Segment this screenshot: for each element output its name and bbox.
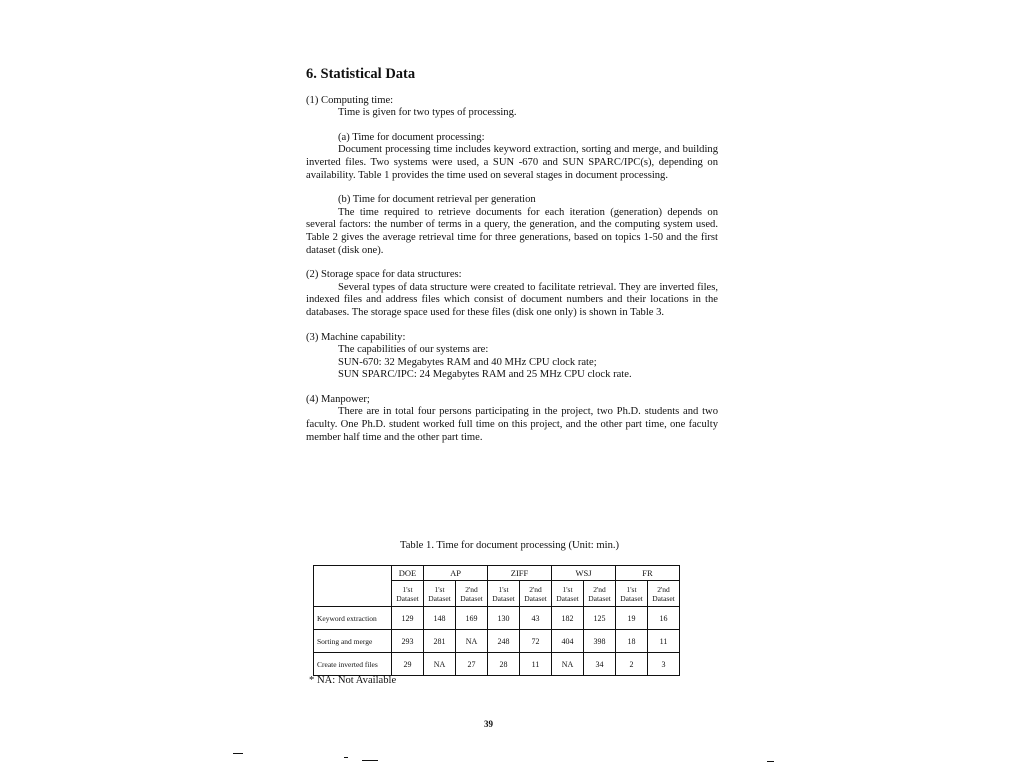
item-2-body: Several types of data structure were created to facilitate retrieval. They are inverted files, indexed files and address files which consist of document numbers and their locations in the databases. The storage space used for these files (disk one only) is shown in Table 3. xyxy=(306,281,718,318)
item-1a-body: Document processing time includes keyword extraction, sorting and merge, and building inverted files. Two systems were used, a SUN -670 and SUN SPARC/IPC(s), depending on availability. Table 1 provides the time used on several stages in document processing. xyxy=(306,144,718,181)
table-cell: NA xyxy=(456,630,488,653)
table-footnote: * NA: Not Available xyxy=(309,675,397,686)
table-cell: 28 xyxy=(488,653,520,676)
row-label: Keyword extraction xyxy=(314,607,392,630)
item-1-intro: Time is given for two types of processing. xyxy=(338,107,517,119)
subheader: 2'nd Dataset xyxy=(520,581,552,607)
table-cell: 11 xyxy=(520,653,552,676)
table-cell: 27 xyxy=(456,653,488,676)
group-header: FR xyxy=(616,566,680,581)
row-label: Sorting and merge xyxy=(314,630,392,653)
table-cell: 18 xyxy=(616,630,648,653)
item-3-line-3: SUN SPARC/IPC: 24 Megabytes RAM and 25 MHz CPU clock rate. xyxy=(338,369,632,381)
table-cell: 398 xyxy=(584,630,616,653)
group-header: AP xyxy=(424,566,488,581)
table-cell: 148 xyxy=(424,607,456,630)
table-group-header-row xyxy=(314,566,680,581)
item-2-heading: (2) Storage space for data structures: xyxy=(306,269,462,281)
subheader: 1'st Dataset xyxy=(488,581,520,607)
table-cell: 129 xyxy=(392,607,424,630)
scan-artifact-mark xyxy=(344,757,348,758)
subheader: 1'st Dataset xyxy=(424,581,456,607)
item-1-heading: (1) Computing time: xyxy=(306,94,394,106)
group-header: ZIFF xyxy=(488,566,552,581)
section-title: 6. Statistical Data xyxy=(306,66,416,82)
subheader: 1'st Dataset xyxy=(392,581,424,607)
item-1b-heading: (b) Time for document retrieval per generation xyxy=(338,194,536,206)
table-cell: 169 xyxy=(456,607,488,630)
table-cell: 2 xyxy=(616,653,648,676)
subheader: 2'nd Dataset xyxy=(648,581,680,607)
table-cell: 3 xyxy=(648,653,680,676)
table-row xyxy=(314,653,680,676)
table-cell: 248 xyxy=(488,630,520,653)
group-header: WSJ xyxy=(552,566,616,581)
subheader: 2'nd Dataset xyxy=(584,581,616,607)
processing-time-table xyxy=(313,565,680,676)
table-cell: 16 xyxy=(648,607,680,630)
table-caption: Table 1. Time for document processing (Unit: min.) xyxy=(400,540,620,551)
subheader: 1'st Dataset xyxy=(552,581,584,607)
subheader: 2'nd Dataset xyxy=(456,581,488,607)
table-cell: 29 xyxy=(392,653,424,676)
table-cell: 281 xyxy=(424,630,456,653)
item-1a-heading: (a) Time for document processing: xyxy=(338,131,485,143)
row-label: Create inverted files xyxy=(314,653,392,676)
page-number: 39 xyxy=(484,719,493,729)
table-cell: 19 xyxy=(616,607,648,630)
table-cell: 34 xyxy=(584,653,616,676)
item-4-heading: (4) Manpower; xyxy=(306,393,370,405)
table-row xyxy=(314,607,680,630)
group-header: DOE xyxy=(392,566,424,581)
table-cell: NA xyxy=(424,653,456,676)
table-corner-cell xyxy=(314,566,392,607)
table-cell: 125 xyxy=(584,607,616,630)
item-3-line-2: SUN-670: 32 Megabytes RAM and 40 MHz CPU clock rate; xyxy=(338,356,597,368)
table-cell: 11 xyxy=(648,630,680,653)
scan-artifact-mark xyxy=(233,753,243,754)
item-3-heading: (3) Machine capability: xyxy=(306,331,406,343)
table-cell: 130 xyxy=(488,607,520,630)
table-row xyxy=(314,630,680,653)
item-4-body: There are in total four persons participating in the project, two Ph.D. students and two faculty. One Ph.D. student worked full time on this project, and the other part time, one faculty member half time and the other part time. xyxy=(306,406,718,443)
table-cell: 182 xyxy=(552,607,584,630)
table-cell: 293 xyxy=(392,630,424,653)
subheader: 1'st Dataset xyxy=(616,581,648,607)
item-3-line-1: The capabilities of our systems are: xyxy=(338,344,489,356)
document-page xyxy=(306,68,718,444)
table-cell: 404 xyxy=(552,630,584,653)
table-cell: 72 xyxy=(520,630,552,653)
table-cell: NA xyxy=(552,653,584,676)
table-cell: 43 xyxy=(520,607,552,630)
item-1b-body: The time required to retrieve documents for each iteration (generation) depends on several factors: the number of terms in a query, the generation, and the computing system used. Table 2 gives the average retrieval time for three generations, based on topics 1-50 and the first dataset (disk one). xyxy=(306,206,718,256)
scan-artifact-mark xyxy=(362,760,378,761)
scan-artifact-mark xyxy=(767,761,774,762)
